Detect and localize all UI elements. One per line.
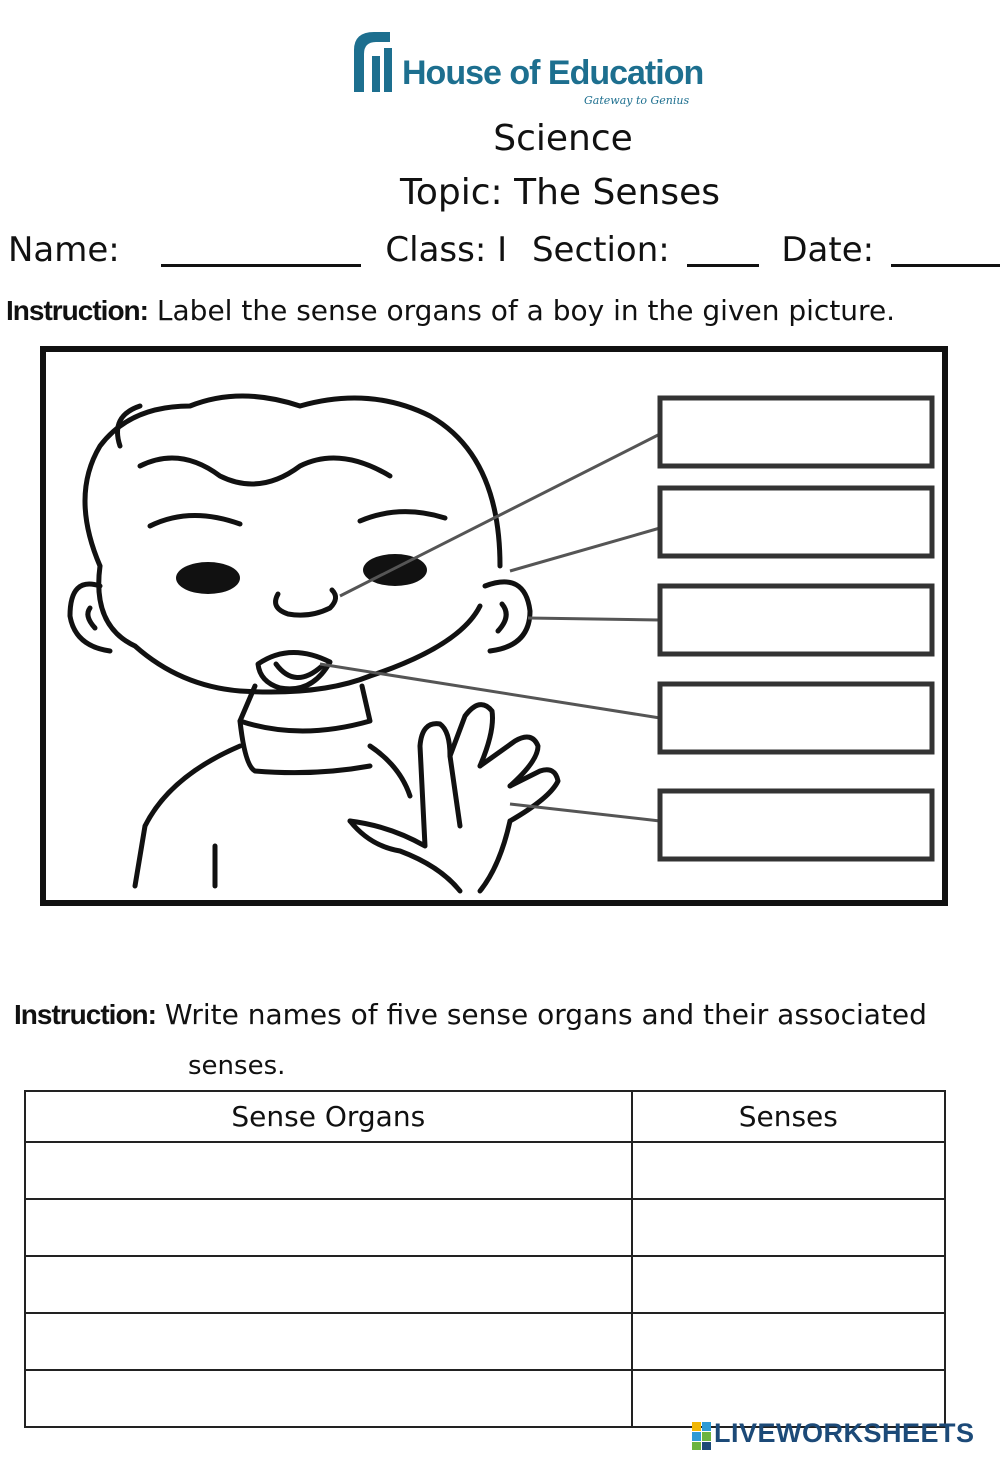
instruction-2-label: Instruction: xyxy=(14,999,156,1030)
instruction-1-label: Instruction: xyxy=(6,295,148,326)
class-label: Class: I xyxy=(385,230,508,270)
section-label: Section: xyxy=(531,230,670,270)
label-box-5[interactable] xyxy=(660,791,932,859)
instruction-2-line-2: senses. xyxy=(188,1051,286,1081)
label-box-3[interactable] xyxy=(660,586,932,654)
name-blank[interactable] xyxy=(161,230,361,267)
label-box-2[interactable] xyxy=(660,488,932,556)
right-eye xyxy=(363,554,427,586)
house-of-education-logo xyxy=(350,28,710,112)
organ-cell[interactable] xyxy=(25,1142,632,1199)
section-blank[interactable] xyxy=(687,230,759,267)
label-box-4[interactable] xyxy=(660,684,932,752)
topic-title: Topic: The Senses xyxy=(400,172,720,213)
label-box-1[interactable] xyxy=(660,398,932,466)
organ-cell[interactable] xyxy=(25,1199,632,1256)
table-row xyxy=(25,1142,945,1199)
liveworksheets-text: LIVEWORKSHEETS xyxy=(714,1418,975,1448)
instruction-2 xyxy=(14,998,989,1031)
instruction-1-text: Label the sense organs of a boy in the given picture. xyxy=(156,294,896,327)
logo-name: House of Education xyxy=(402,54,704,92)
liveworksheets-logo-icon xyxy=(692,1422,712,1450)
house-arch-icon xyxy=(350,28,410,98)
logo-tagline: Gateway to Genius xyxy=(584,94,690,107)
student-info-line xyxy=(8,230,1000,270)
instruction-2-text: Write names of five sense organs and their associated xyxy=(164,998,927,1031)
date-label: Date: xyxy=(781,230,875,270)
date-blank[interactable] xyxy=(891,230,1000,267)
table-row xyxy=(25,1313,945,1370)
table-row xyxy=(25,1199,945,1256)
sense-cell[interactable] xyxy=(632,1199,945,1256)
sense-cell[interactable] xyxy=(632,1256,945,1313)
table-row xyxy=(25,1256,945,1313)
sense-organs-table xyxy=(24,1090,946,1428)
name-label: Name: xyxy=(8,230,120,270)
header-sense-organs: Sense Organs xyxy=(25,1091,632,1142)
table-header-row xyxy=(25,1091,945,1142)
instruction-1 xyxy=(6,294,895,327)
organ-cell[interactable] xyxy=(25,1313,632,1370)
left-eye xyxy=(176,562,240,594)
organ-cell[interactable] xyxy=(25,1370,632,1427)
sense-cell[interactable] xyxy=(632,1313,945,1370)
subject-title: Science xyxy=(493,118,633,159)
sense-cell[interactable] xyxy=(632,1142,945,1199)
header-senses: Senses xyxy=(632,1091,945,1142)
organ-cell[interactable] xyxy=(25,1256,632,1313)
boy-sense-organs-diagram xyxy=(40,346,950,908)
